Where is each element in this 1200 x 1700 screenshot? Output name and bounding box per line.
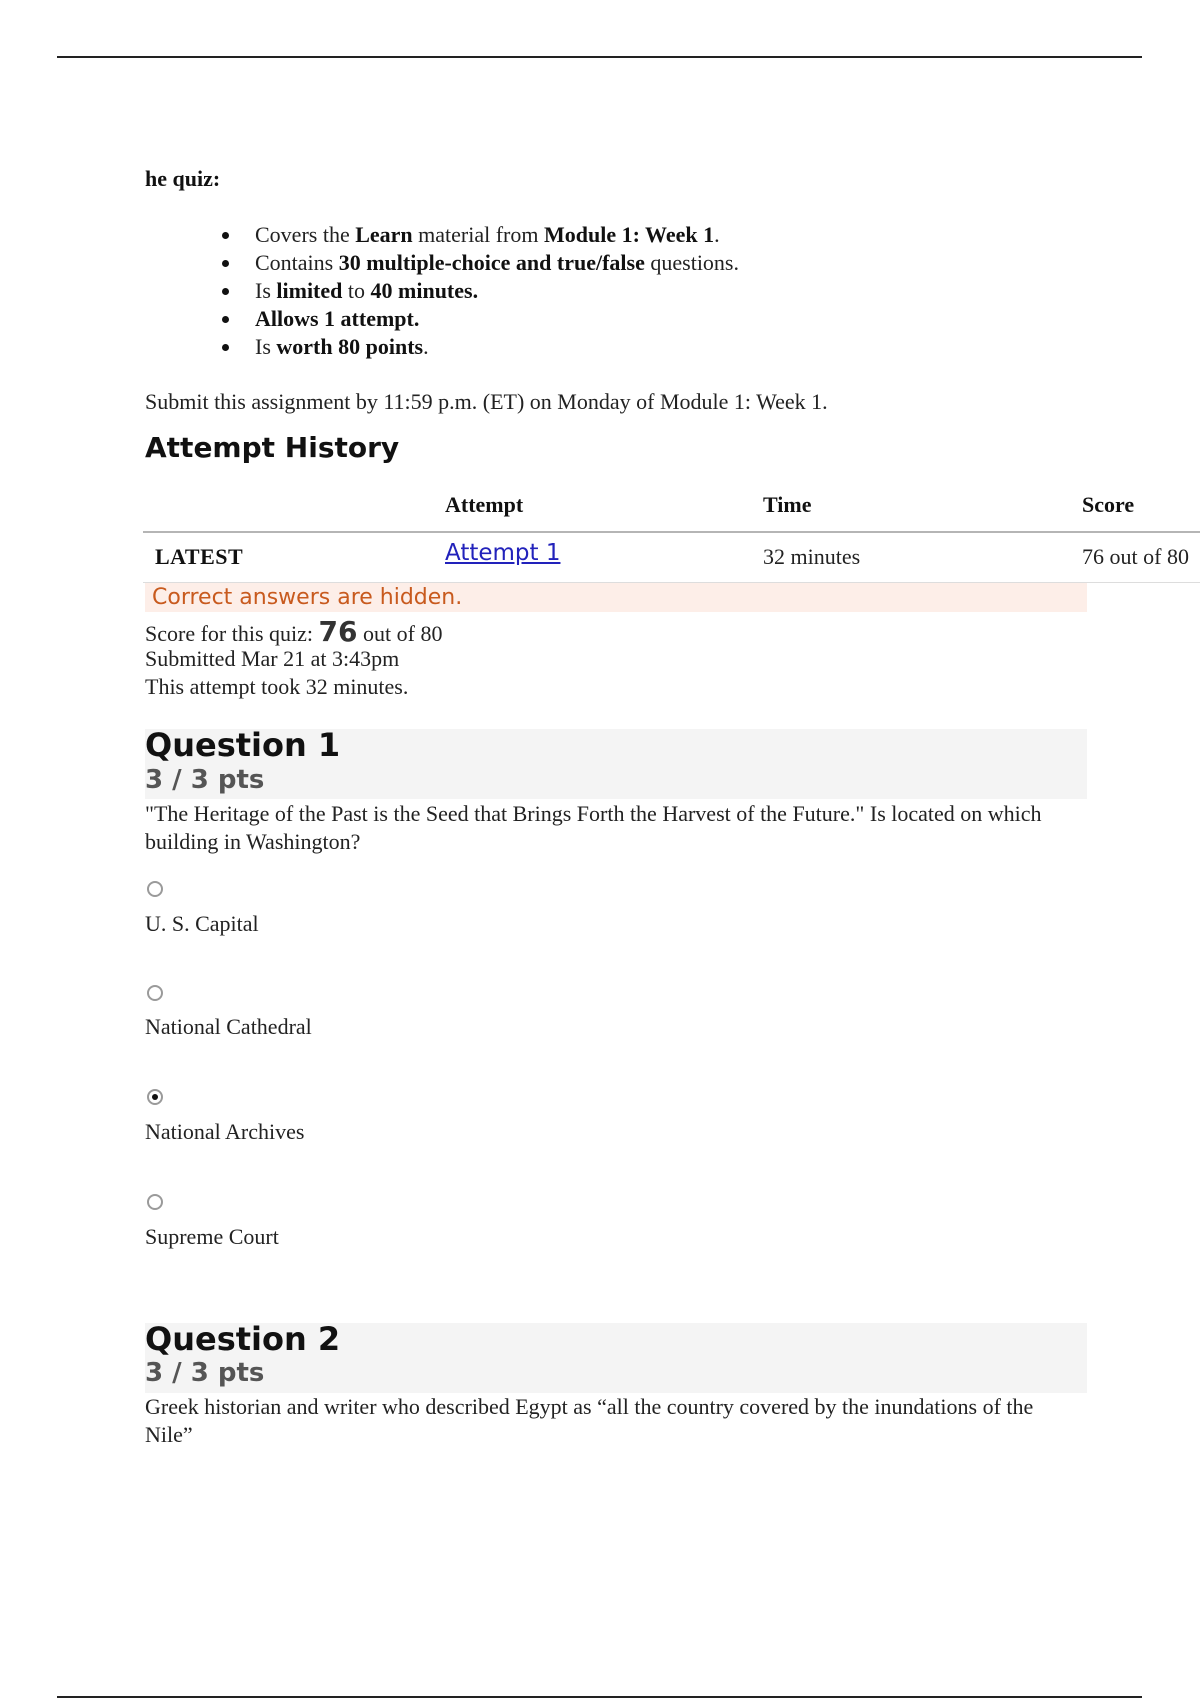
deadline-text: Submit this assignment by 11:59 p.m. (ET) on Monday of Module 1: Week 1. bbox=[145, 389, 828, 414]
intro-heading: he quiz: bbox=[145, 166, 221, 191]
bold-text: Learn bbox=[355, 222, 413, 247]
text: . bbox=[423, 334, 429, 359]
option-radio[interactable] bbox=[147, 1194, 163, 1210]
attempt-score: 76 out of 80 bbox=[1082, 544, 1189, 569]
bold-text: Allows 1 attempt. bbox=[255, 306, 420, 331]
option-radio[interactable] bbox=[147, 881, 163, 897]
attempt-history-title: Attempt History bbox=[145, 431, 400, 464]
hidden-answers-notice: Correct answers are hidden. bbox=[152, 585, 463, 610]
text: Covers the bbox=[255, 222, 356, 247]
col-header-attempt: Attempt bbox=[445, 492, 524, 517]
bold-text: Module 1: Week 1 bbox=[544, 222, 715, 247]
submitted-time: Submitted Mar 21 at 3:43pm bbox=[145, 646, 400, 671]
table-header-divider bbox=[143, 531, 1200, 533]
bullet-item bbox=[255, 333, 739, 361]
option-label: National Cathedral bbox=[145, 1014, 312, 1039]
option-label: National Archives bbox=[145, 1119, 305, 1144]
question-2-text: Greek historian and writer who described Egypt as “all the country covered by the inundations of the Nile” bbox=[145, 1394, 1034, 1447]
bold-text: worth 80 points bbox=[276, 334, 424, 359]
option-radio[interactable] bbox=[147, 985, 163, 1001]
attempt-duration: This attempt took 32 minutes. bbox=[145, 674, 409, 699]
question-1-title: Question 1 bbox=[145, 726, 341, 764]
bold-text: 30 multiple-choice and true/false bbox=[338, 250, 645, 275]
top-rule bbox=[57, 56, 1142, 58]
bullet-item bbox=[255, 305, 739, 333]
text: material from bbox=[412, 222, 544, 247]
col-header-time: Time bbox=[763, 492, 812, 517]
question-1-points: 3 / 3 pts bbox=[145, 765, 265, 795]
quiz-score-line bbox=[145, 615, 442, 648]
quiz-details-list bbox=[255, 221, 739, 361]
text: Is bbox=[255, 278, 277, 303]
text: Contains bbox=[255, 250, 339, 275]
text: . bbox=[714, 222, 720, 247]
bullet-item bbox=[255, 221, 739, 249]
bottom-rule bbox=[57, 1696, 1142, 1698]
score-prefix: Score for this quiz: bbox=[145, 621, 319, 646]
question-1-text: "The Heritage of the Past is the Seed that Brings Forth the Harvest of the Future." Is located on which building in Washington? bbox=[145, 801, 1042, 854]
text: Is bbox=[255, 334, 277, 359]
option-label: U. S. Capital bbox=[145, 911, 259, 936]
latest-label: LATEST bbox=[155, 544, 244, 569]
option-radio-selected[interactable] bbox=[147, 1089, 163, 1105]
attempt-1-link[interactable]: Attempt 1 bbox=[445, 540, 561, 566]
col-header-score: Score bbox=[1082, 492, 1135, 517]
bold-text: limited bbox=[276, 278, 343, 303]
bullet-item bbox=[255, 249, 739, 277]
question-2-points: 3 / 3 pts bbox=[145, 1358, 265, 1388]
text: questions. bbox=[644, 250, 739, 275]
option-label: Supreme Court bbox=[145, 1224, 279, 1249]
question-2-title: Question 2 bbox=[145, 1320, 341, 1358]
bold-text: 40 minutes. bbox=[370, 278, 479, 303]
bullet-item bbox=[255, 277, 739, 305]
text: to bbox=[342, 278, 371, 303]
attempt-time: 32 minutes bbox=[763, 544, 861, 569]
score-value: 76 bbox=[318, 615, 358, 648]
score-suffix: out of 80 bbox=[357, 621, 443, 646]
